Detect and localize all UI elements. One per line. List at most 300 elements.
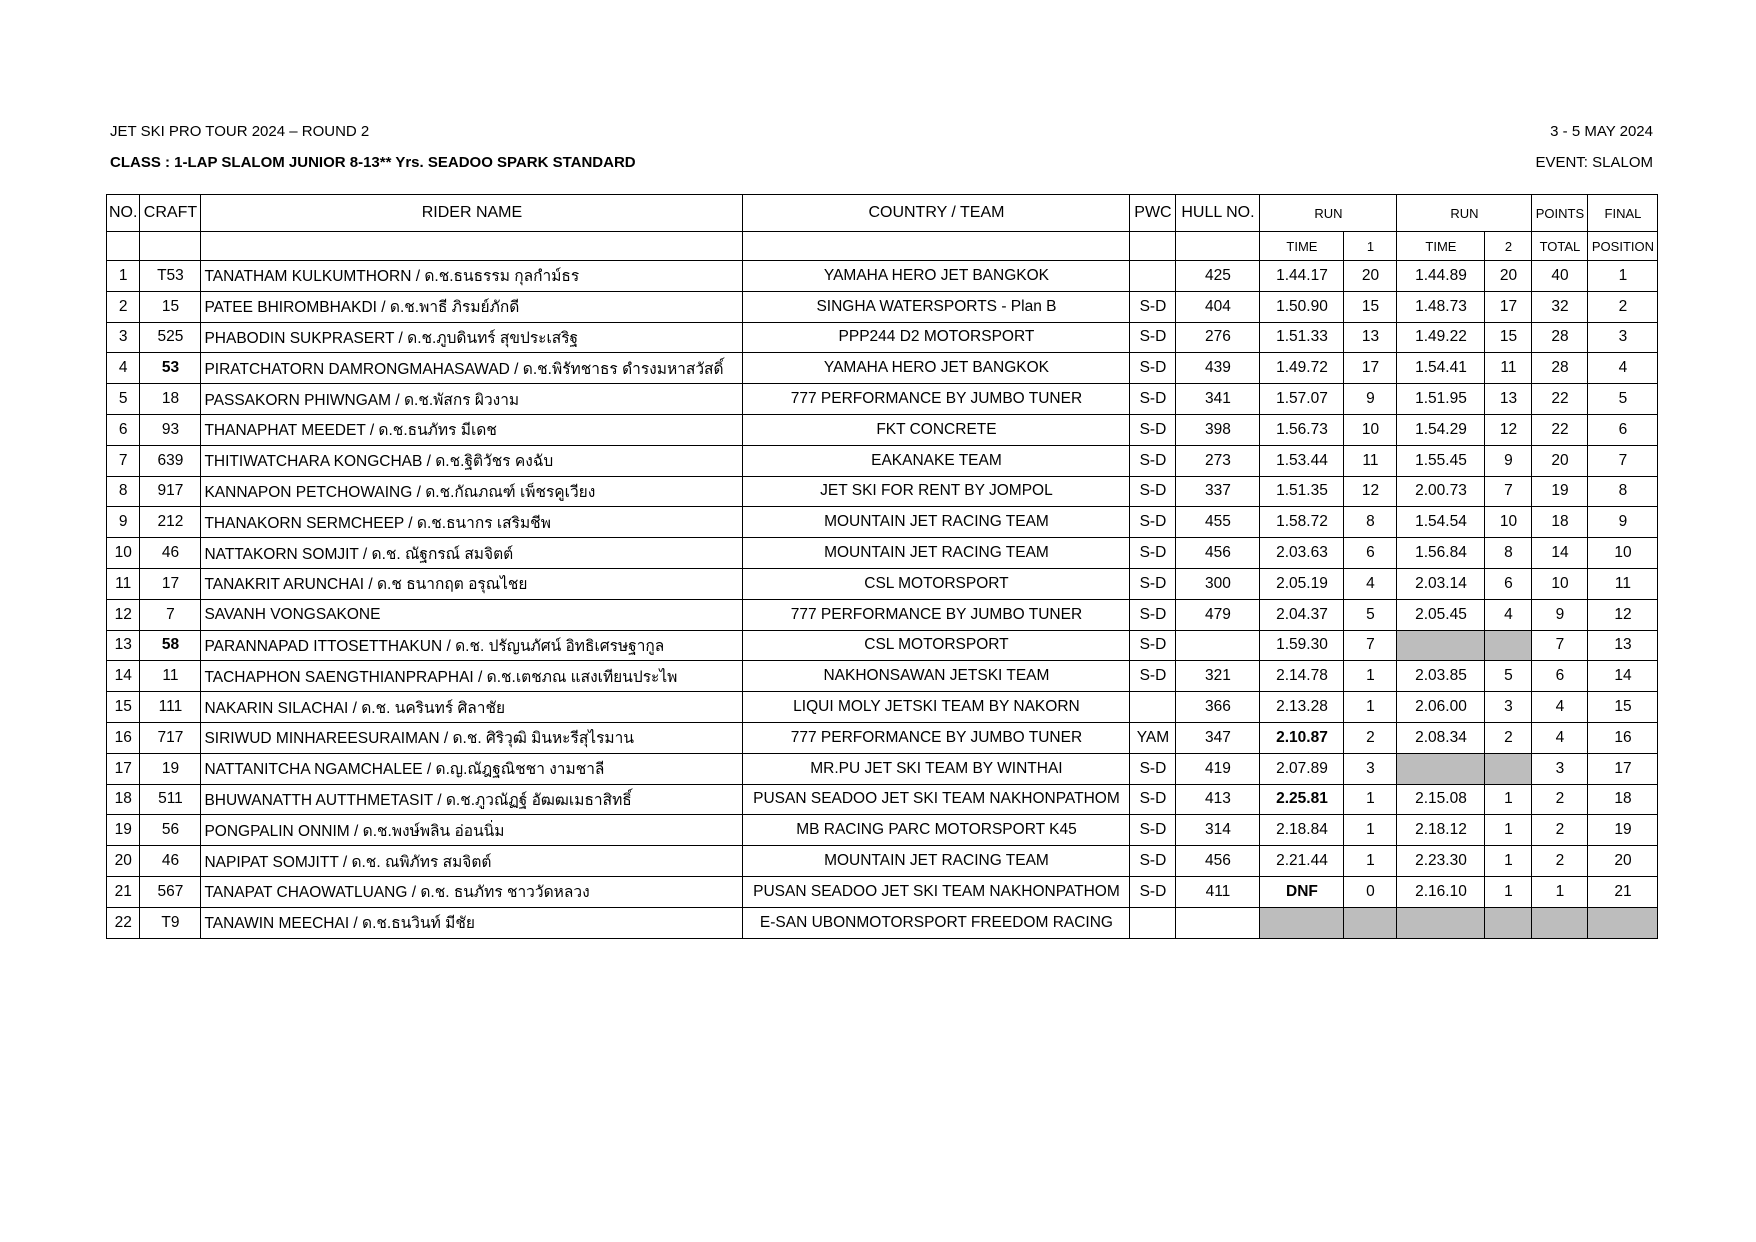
row-points1: 1 <box>1344 815 1397 846</box>
row-position: 8 <box>1588 476 1658 507</box>
row-time1: 1.49.72 <box>1260 353 1344 384</box>
row-position: 18 <box>1588 784 1658 815</box>
row-craft: 567 <box>140 876 201 907</box>
row-time1: 2.04.37 <box>1260 599 1344 630</box>
row-no: 5 <box>107 384 140 415</box>
row-rider: PHABODIN SUKPRASERT / ด.ช.ภูบดินทร์ สุขประเสริฐ <box>201 322 743 353</box>
row-position: 6 <box>1588 414 1658 445</box>
row-team: SINGHA WATERSPORTS - Plan B <box>743 291 1130 322</box>
row-hull: 419 <box>1176 753 1260 784</box>
row-team: EAKANAKE TEAM <box>743 445 1130 476</box>
row-time1: 1.44.17 <box>1260 261 1344 292</box>
row-craft: 18 <box>140 384 201 415</box>
col-time2: TIME <box>1397 232 1485 261</box>
row-craft: 58 <box>140 630 201 661</box>
row-pwc: S-D <box>1130 784 1176 815</box>
row-team: MOUNTAIN JET RACING TEAM <box>743 538 1130 569</box>
row-position: 1 <box>1588 261 1658 292</box>
row-no: 19 <box>107 815 140 846</box>
row-time2: 1.55.45 <box>1397 445 1485 476</box>
table-row <box>107 846 1658 877</box>
row-rider: BHUWANATTH AUTTHMETASIT / ด.ช.ภูวณัฏฐ์ อัฒฒเมธาสิทธิ์ <box>201 784 743 815</box>
row-hull: 411 <box>1176 876 1260 907</box>
row-total: 4 <box>1532 722 1588 753</box>
row-points2: 12 <box>1485 414 1532 445</box>
table-row <box>107 445 1658 476</box>
row-team: PUSAN SEADOO JET SKI TEAM NAKHONPATHOM <box>743 876 1130 907</box>
row-craft: 717 <box>140 722 201 753</box>
row-hull: 456 <box>1176 846 1260 877</box>
row-craft: 93 <box>140 414 201 445</box>
row-points1: 2 <box>1344 722 1397 753</box>
table-row <box>107 599 1658 630</box>
row-no: 16 <box>107 722 140 753</box>
row-points2: 8 <box>1485 538 1532 569</box>
row-time2: 1.56.84 <box>1397 538 1485 569</box>
row-rider: NATTANITCHA NGAMCHALEE / ด.ญ.ณัฎฐณิชชา งามชาลี <box>201 753 743 784</box>
row-total: 2 <box>1532 815 1588 846</box>
row-time2 <box>1397 907 1485 938</box>
table-row <box>107 661 1658 692</box>
row-rider: PARANNAPAD ITTOSETTHAKUN / ด.ช. ปรัญนภัศน์ อิทธิเศรษฐากูล <box>201 630 743 661</box>
row-points1: 13 <box>1344 322 1397 353</box>
row-team: PUSAN SEADOO JET SKI TEAM NAKHONPATHOM <box>743 784 1130 815</box>
row-total <box>1532 907 1588 938</box>
row-pwc <box>1130 261 1176 292</box>
row-hull: 398 <box>1176 414 1260 445</box>
row-time1: 1.51.33 <box>1260 322 1344 353</box>
row-time1: 1.51.35 <box>1260 476 1344 507</box>
row-total: 7 <box>1532 630 1588 661</box>
row-total: 28 <box>1532 353 1588 384</box>
row-craft: 56 <box>140 815 201 846</box>
row-hull: 347 <box>1176 722 1260 753</box>
row-no: 20 <box>107 846 140 877</box>
table-row <box>107 291 1658 322</box>
row-craft: 19 <box>140 753 201 784</box>
row-hull: 366 <box>1176 692 1260 723</box>
row-total: 4 <box>1532 692 1588 723</box>
col-team: COUNTRY / TEAM <box>743 195 1130 232</box>
row-hull: 455 <box>1176 507 1260 538</box>
table-row <box>107 784 1658 815</box>
table-row <box>107 414 1658 445</box>
row-total: 1 <box>1532 876 1588 907</box>
row-points2 <box>1485 753 1532 784</box>
row-time1: 1.50.90 <box>1260 291 1344 322</box>
col-pwc: PWC <box>1130 195 1176 232</box>
row-total: 20 <box>1532 445 1588 476</box>
row-time2: 2.18.12 <box>1397 815 1485 846</box>
row-total: 9 <box>1532 599 1588 630</box>
row-time1: 1.53.44 <box>1260 445 1344 476</box>
row-rider: PIRATCHATORN DAMRONGMAHASAWAD / ด.ช.พิรัทชาธร ดำรงมหาสวัสดิ์ <box>201 353 743 384</box>
row-time1: 2.13.28 <box>1260 692 1344 723</box>
row-points2: 1 <box>1485 784 1532 815</box>
row-pwc: S-D <box>1130 322 1176 353</box>
row-pwc: S-D <box>1130 476 1176 507</box>
row-position: 21 <box>1588 876 1658 907</box>
row-rider: PASSAKORN PHIWNGAM / ด.ช.พัสกร ผิวงาม <box>201 384 743 415</box>
row-points1: 20 <box>1344 261 1397 292</box>
row-points2: 1 <box>1485 876 1532 907</box>
col-hull: HULL NO. <box>1176 195 1260 232</box>
row-points1: 0 <box>1344 876 1397 907</box>
row-position: 13 <box>1588 630 1658 661</box>
row-no: 2 <box>107 291 140 322</box>
row-position: 17 <box>1588 753 1658 784</box>
row-points2 <box>1485 630 1532 661</box>
row-total: 3 <box>1532 753 1588 784</box>
table-row <box>107 876 1658 907</box>
row-time2: 1.49.22 <box>1397 322 1485 353</box>
row-time1: 2.21.44 <box>1260 846 1344 877</box>
row-craft: 639 <box>140 445 201 476</box>
row-position: 5 <box>1588 384 1658 415</box>
row-team: NAKHONSAWAN JETSKI TEAM <box>743 661 1130 692</box>
row-no: 6 <box>107 414 140 445</box>
row-no: 8 <box>107 476 140 507</box>
row-team: E-SAN UBONMOTORSPORT FREEDOM RACING <box>743 907 1130 938</box>
row-total: 22 <box>1532 414 1588 445</box>
row-hull: 341 <box>1176 384 1260 415</box>
row-pwc: S-D <box>1130 815 1176 846</box>
col-rider: RIDER NAME <box>201 195 743 232</box>
row-time1: 1.56.73 <box>1260 414 1344 445</box>
col-final: FINAL <box>1588 195 1658 232</box>
table-row <box>107 753 1658 784</box>
row-points1: 1 <box>1344 661 1397 692</box>
row-craft: 525 <box>140 322 201 353</box>
row-no: 9 <box>107 507 140 538</box>
row-time1: 1.59.30 <box>1260 630 1344 661</box>
row-time2: 1.48.73 <box>1397 291 1485 322</box>
row-no: 10 <box>107 538 140 569</box>
row-team: 777 PERFORMANCE BY JUMBO TUNER <box>743 599 1130 630</box>
row-no: 4 <box>107 353 140 384</box>
col-r1: 1 <box>1344 232 1397 261</box>
row-craft: T53 <box>140 261 201 292</box>
row-team: MOUNTAIN JET RACING TEAM <box>743 507 1130 538</box>
row-points2 <box>1485 907 1532 938</box>
col-run2: RUN <box>1397 195 1532 232</box>
col-points: POINTS <box>1532 195 1588 232</box>
row-time1: DNF <box>1260 876 1344 907</box>
row-points1 <box>1344 907 1397 938</box>
row-position: 3 <box>1588 322 1658 353</box>
row-hull: 300 <box>1176 568 1260 599</box>
row-points2: 9 <box>1485 445 1532 476</box>
row-points2: 13 <box>1485 384 1532 415</box>
row-hull: 404 <box>1176 291 1260 322</box>
row-craft: 46 <box>140 846 201 877</box>
row-team: LIQUI MOLY JETSKI TEAM BY NAKORN <box>743 692 1130 723</box>
row-total: 6 <box>1532 661 1588 692</box>
row-hull: 479 <box>1176 599 1260 630</box>
row-position: 4 <box>1588 353 1658 384</box>
row-time2 <box>1397 753 1485 784</box>
row-position: 20 <box>1588 846 1658 877</box>
row-points1: 6 <box>1344 538 1397 569</box>
row-craft: 53 <box>140 353 201 384</box>
row-craft: 46 <box>140 538 201 569</box>
row-team: MR.PU JET SKI TEAM BY WINTHAI <box>743 753 1130 784</box>
row-pwc <box>1130 692 1176 723</box>
row-pwc: S-D <box>1130 630 1176 661</box>
row-hull <box>1176 630 1260 661</box>
row-points1: 1 <box>1344 846 1397 877</box>
row-total: 2 <box>1532 846 1588 877</box>
row-team: MB RACING PARC MOTORSPORT K45 <box>743 815 1130 846</box>
row-hull: 321 <box>1176 661 1260 692</box>
row-points2: 2 <box>1485 722 1532 753</box>
row-team: PPP244 D2 MOTORSPORT <box>743 322 1130 353</box>
row-rider: KANNAPON PETCHOWAING / ด.ช.กัณภณฑ์ เพ็ชรคูเวียง <box>201 476 743 507</box>
row-time1 <box>1260 907 1344 938</box>
row-points1: 1 <box>1344 784 1397 815</box>
row-rider: NATTAKORN SOMJIT / ด.ช. ณัฐกรณ์ สมจิตต์ <box>201 538 743 569</box>
row-time2: 2.06.00 <box>1397 692 1485 723</box>
row-rider: SIRIWUD MINHAREESURAIMAN / ด.ช. ศิริวุฒิ มินหะรีสุไรมาน <box>201 722 743 753</box>
col-r2: 2 <box>1485 232 1532 261</box>
table-row <box>107 630 1658 661</box>
row-points2: 10 <box>1485 507 1532 538</box>
col-total: TOTAL <box>1532 232 1588 261</box>
col-craft: CRAFT <box>140 195 201 232</box>
row-time1: 2.18.84 <box>1260 815 1344 846</box>
row-position: 7 <box>1588 445 1658 476</box>
row-no: 18 <box>107 784 140 815</box>
row-team: FKT CONCRETE <box>743 414 1130 445</box>
row-pwc: S-D <box>1130 445 1176 476</box>
row-time1: 2.14.78 <box>1260 661 1344 692</box>
row-hull: 337 <box>1176 476 1260 507</box>
row-total: 28 <box>1532 322 1588 353</box>
row-team: CSL MOTORSPORT <box>743 630 1130 661</box>
row-total: 40 <box>1532 261 1588 292</box>
row-team: MOUNTAIN JET RACING TEAM <box>743 846 1130 877</box>
row-pwc: S-D <box>1130 753 1176 784</box>
row-hull <box>1176 907 1260 938</box>
row-craft: 511 <box>140 784 201 815</box>
row-time2: 1.51.95 <box>1397 384 1485 415</box>
row-team: CSL MOTORSPORT <box>743 568 1130 599</box>
row-time2: 2.16.10 <box>1397 876 1485 907</box>
row-points1: 5 <box>1344 599 1397 630</box>
table-row <box>107 692 1658 723</box>
row-time2: 2.03.14 <box>1397 568 1485 599</box>
row-position: 16 <box>1588 722 1658 753</box>
row-time2: 1.44.89 <box>1397 261 1485 292</box>
row-time2: 2.00.73 <box>1397 476 1485 507</box>
row-rider: THITIWATCHARA KONGCHAB / ด.ช.ฐิติวัชร คงฉับ <box>201 445 743 476</box>
row-time1: 2.10.87 <box>1260 722 1344 753</box>
row-pwc: S-D <box>1130 538 1176 569</box>
table-row <box>107 261 1658 292</box>
event-type: EVENT: SLALOM <box>1535 154 1653 171</box>
row-craft: 17 <box>140 568 201 599</box>
row-no: 7 <box>107 445 140 476</box>
row-rider: THANAKORN SERMCHEEP / ด.ช.ธนากร เสริมชีพ <box>201 507 743 538</box>
row-points1: 17 <box>1344 353 1397 384</box>
row-total: 19 <box>1532 476 1588 507</box>
row-no: 22 <box>107 907 140 938</box>
row-position: 2 <box>1588 291 1658 322</box>
row-position: 12 <box>1588 599 1658 630</box>
row-craft: 11 <box>140 661 201 692</box>
row-points2: 17 <box>1485 291 1532 322</box>
row-time1: 2.07.89 <box>1260 753 1344 784</box>
row-hull: 425 <box>1176 261 1260 292</box>
table-row <box>107 568 1658 599</box>
row-total: 22 <box>1532 384 1588 415</box>
row-rider: TANAKRIT ARUNCHAI / ด.ช ธนากฤต อรุณไชย <box>201 568 743 599</box>
row-team: 777 PERFORMANCE BY JUMBO TUNER <box>743 722 1130 753</box>
table-row <box>107 507 1658 538</box>
row-points1: 10 <box>1344 414 1397 445</box>
row-points1: 7 <box>1344 630 1397 661</box>
row-rider: TANAWIN MEECHAI / ด.ช.ธนวินท์ มีชัย <box>201 907 743 938</box>
row-pwc <box>1130 907 1176 938</box>
row-points1: 11 <box>1344 445 1397 476</box>
row-rider: NAPIPAT SOMJITT / ด.ช. ณพิภัทร สมจิตต์ <box>201 846 743 877</box>
row-position: 15 <box>1588 692 1658 723</box>
row-time2: 1.54.54 <box>1397 507 1485 538</box>
row-total: 18 <box>1532 507 1588 538</box>
row-time1: 2.03.63 <box>1260 538 1344 569</box>
row-points2: 7 <box>1485 476 1532 507</box>
race-class: CLASS : 1-LAP SLALOM JUNIOR 8-13** Yrs. SEADOO SPARK STANDARD <box>110 154 636 171</box>
row-points2: 11 <box>1485 353 1532 384</box>
row-position: 9 <box>1588 507 1658 538</box>
row-craft: 7 <box>140 599 201 630</box>
row-total: 2 <box>1532 784 1588 815</box>
row-position: 11 <box>1588 568 1658 599</box>
row-team: 777 PERFORMANCE BY JUMBO TUNER <box>743 384 1130 415</box>
row-rider: SAVANH VONGSAKONE <box>201 599 743 630</box>
row-rider: TANATHAM KULKUMTHORN / ด.ช.ธนธรรม กุลกำม์ธร <box>201 261 743 292</box>
row-no: 3 <box>107 322 140 353</box>
row-points2: 20 <box>1485 261 1532 292</box>
row-pwc: YAM <box>1130 722 1176 753</box>
row-craft: T9 <box>140 907 201 938</box>
table-row <box>107 322 1658 353</box>
row-points1: 1 <box>1344 692 1397 723</box>
row-points1: 12 <box>1344 476 1397 507</box>
row-time2 <box>1397 630 1485 661</box>
row-pwc: S-D <box>1130 661 1176 692</box>
row-points2: 1 <box>1485 815 1532 846</box>
row-no: 17 <box>107 753 140 784</box>
row-no: 11 <box>107 568 140 599</box>
row-hull: 314 <box>1176 815 1260 846</box>
row-time2: 1.54.41 <box>1397 353 1485 384</box>
event-title: JET SKI PRO TOUR 2024 – ROUND 2 <box>110 123 370 140</box>
row-pwc: S-D <box>1130 414 1176 445</box>
table-row <box>107 476 1658 507</box>
row-pwc: S-D <box>1130 384 1176 415</box>
row-points1: 3 <box>1344 753 1397 784</box>
row-total: 32 <box>1532 291 1588 322</box>
row-points2: 6 <box>1485 568 1532 599</box>
row-total: 10 <box>1532 568 1588 599</box>
row-no: 21 <box>107 876 140 907</box>
row-points1: 8 <box>1344 507 1397 538</box>
results-table <box>106 194 1658 939</box>
row-position <box>1588 907 1658 938</box>
row-no: 12 <box>107 599 140 630</box>
row-time1: 2.25.81 <box>1260 784 1344 815</box>
row-pwc: S-D <box>1130 507 1176 538</box>
row-position: 14 <box>1588 661 1658 692</box>
row-craft: 111 <box>140 692 201 723</box>
row-time1: 2.05.19 <box>1260 568 1344 599</box>
row-time1: 1.58.72 <box>1260 507 1344 538</box>
row-rider: PONGPALIN ONNIM / ด.ช.พงษ์พลิน อ่อนนิ่ม <box>201 815 743 846</box>
row-craft: 212 <box>140 507 201 538</box>
row-points2: 15 <box>1485 322 1532 353</box>
row-hull: 273 <box>1176 445 1260 476</box>
row-points2: 5 <box>1485 661 1532 692</box>
row-position: 19 <box>1588 815 1658 846</box>
col-run1: RUN <box>1260 195 1397 232</box>
row-time2: 2.15.08 <box>1397 784 1485 815</box>
row-time2: 2.05.45 <box>1397 599 1485 630</box>
row-time2: 1.54.29 <box>1397 414 1485 445</box>
row-time2: 2.08.34 <box>1397 722 1485 753</box>
row-points2: 4 <box>1485 599 1532 630</box>
row-rider: TACHAPHON SAENGTHIANPRAPHAI / ด.ช.เตชภณ แสงเทียนประไพ <box>201 661 743 692</box>
col-time1: TIME <box>1260 232 1344 261</box>
table-row <box>107 538 1658 569</box>
row-points1: 9 <box>1344 384 1397 415</box>
row-team: YAMAHA HERO JET BANGKOK <box>743 261 1130 292</box>
row-rider: PATEE BHIROMBHAKDI / ด.ช.พาธี ภิรมย์ภักดี <box>201 291 743 322</box>
row-pwc: S-D <box>1130 846 1176 877</box>
row-pwc: S-D <box>1130 568 1176 599</box>
row-no: 14 <box>107 661 140 692</box>
col-no: NO. <box>107 195 140 232</box>
table-row <box>107 907 1658 938</box>
row-time2: 2.23.30 <box>1397 846 1485 877</box>
col-position: POSITION <box>1588 232 1658 261</box>
row-hull: 276 <box>1176 322 1260 353</box>
row-craft: 15 <box>140 291 201 322</box>
row-team: JET SKI FOR RENT BY JOMPOL <box>743 476 1130 507</box>
row-points2: 3 <box>1485 692 1532 723</box>
row-pwc: S-D <box>1130 876 1176 907</box>
row-position: 10 <box>1588 538 1658 569</box>
row-points2: 1 <box>1485 846 1532 877</box>
row-pwc: S-D <box>1130 599 1176 630</box>
row-craft: 917 <box>140 476 201 507</box>
table-row <box>107 815 1658 846</box>
row-pwc: S-D <box>1130 353 1176 384</box>
table-row <box>107 384 1658 415</box>
row-rider: NAKARIN SILACHAI / ด.ช. นครินทร์ ศิลาชัย <box>201 692 743 723</box>
row-rider: TANAPAT CHAOWATLUANG / ด.ช. ธนภัทร ชาววัดหลวง <box>201 876 743 907</box>
row-total: 14 <box>1532 538 1588 569</box>
event-date: 3 - 5 MAY 2024 <box>1550 123 1653 140</box>
row-no: 15 <box>107 692 140 723</box>
row-hull: 456 <box>1176 538 1260 569</box>
table-row <box>107 722 1658 753</box>
row-points1: 15 <box>1344 291 1397 322</box>
table-row <box>107 353 1658 384</box>
row-team: YAMAHA HERO JET BANGKOK <box>743 353 1130 384</box>
row-no: 13 <box>107 630 140 661</box>
row-points1: 4 <box>1344 568 1397 599</box>
